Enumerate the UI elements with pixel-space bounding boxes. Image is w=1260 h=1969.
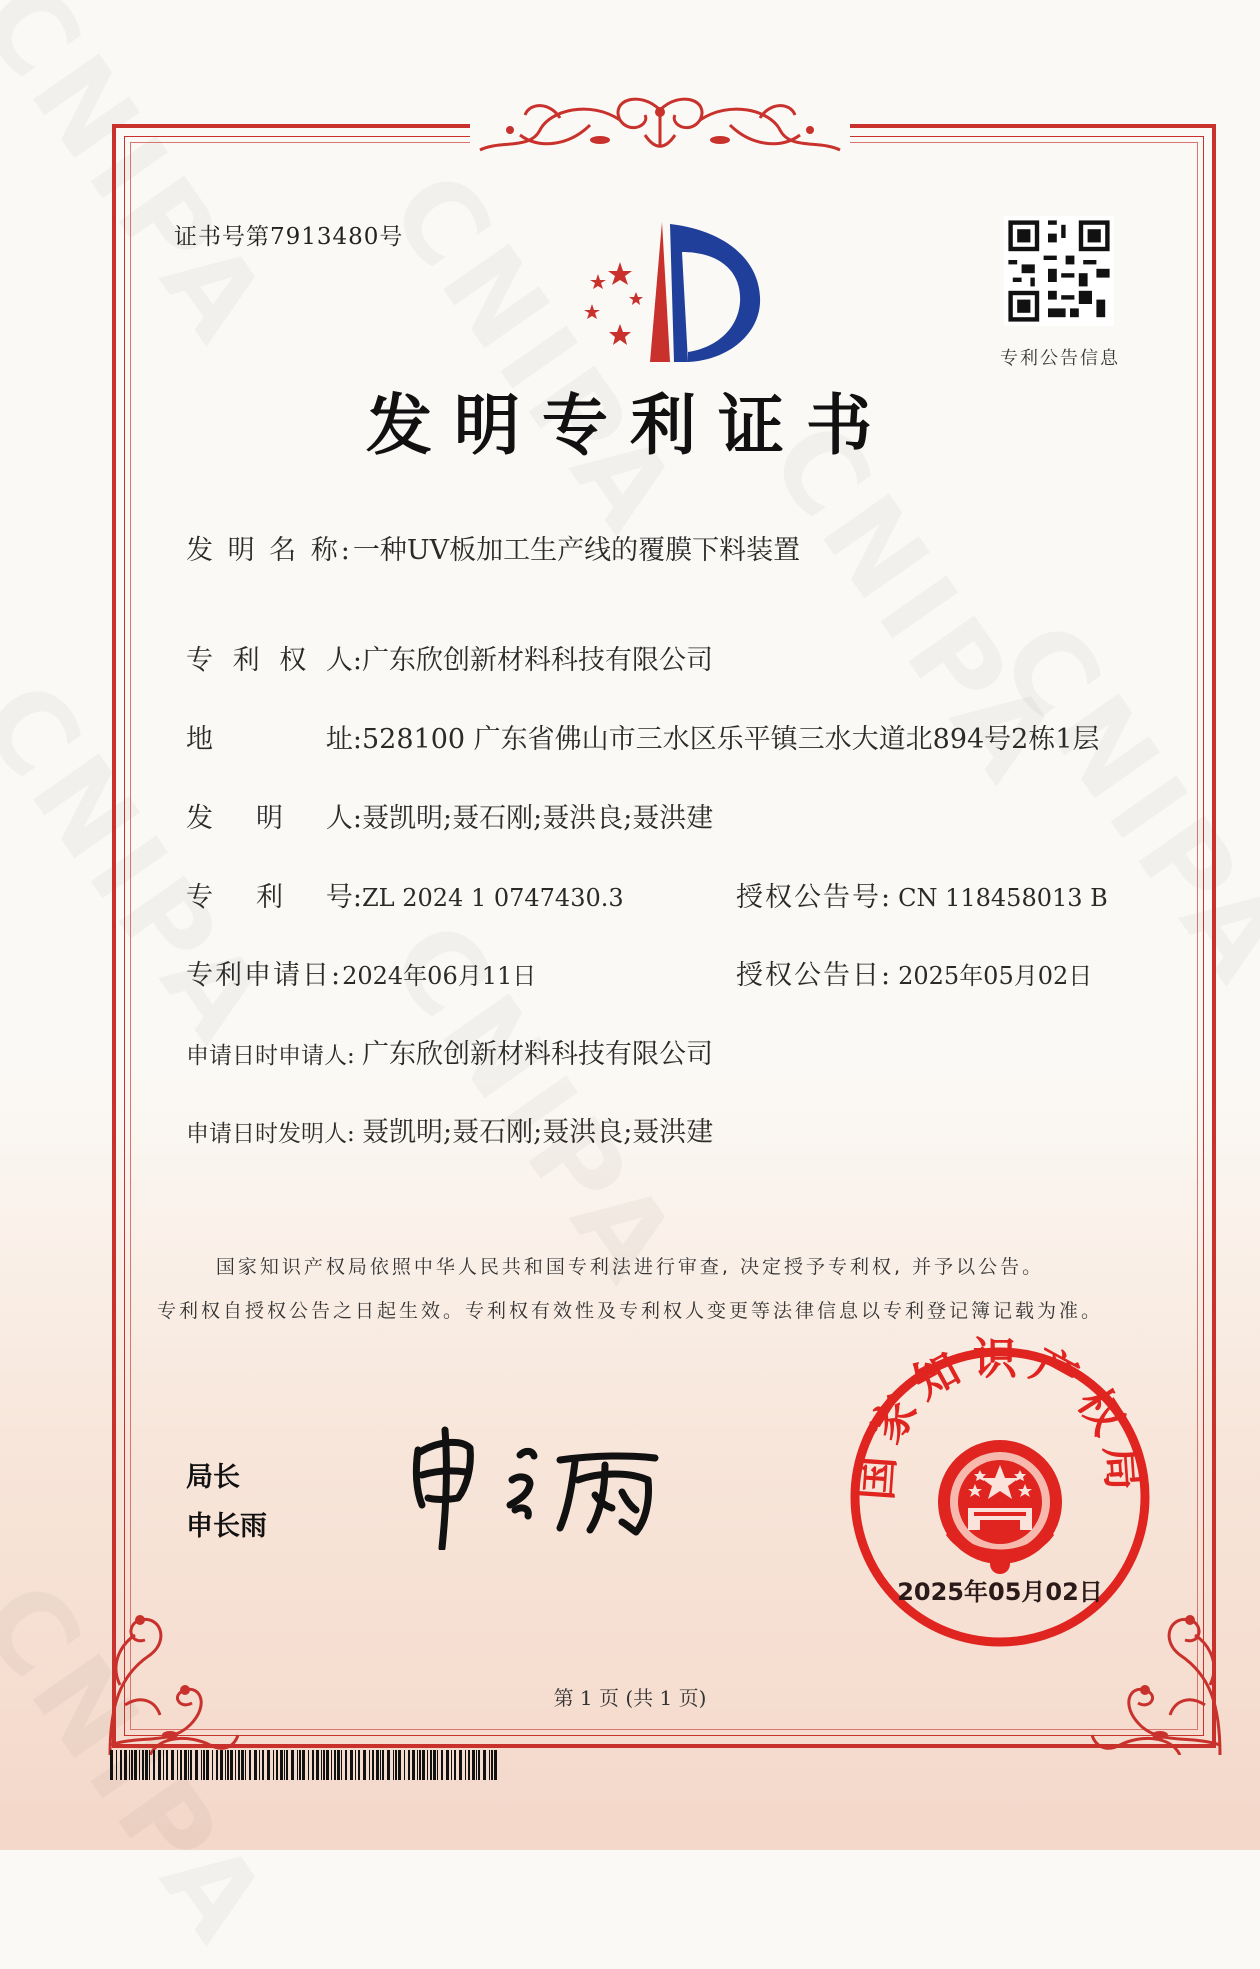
barcode-bar <box>465 1750 466 1780</box>
national-emblem <box>938 1440 1062 1574</box>
barcode-bar <box>451 1750 452 1780</box>
barcode-bar <box>153 1750 155 1780</box>
barcode-bar <box>355 1750 356 1780</box>
barcode-bar <box>393 1750 394 1780</box>
qr-code[interactable] <box>1004 216 1114 326</box>
barcode-bar <box>206 1750 209 1780</box>
barcode-bar <box>280 1750 283 1780</box>
barcode-bar <box>245 1750 246 1780</box>
barcode-bar <box>291 1750 294 1780</box>
barcode-bar <box>478 1750 480 1780</box>
barcode-bar <box>116 1750 117 1780</box>
barcode-bar <box>188 1750 189 1780</box>
invention-name-label: 发 明 名 称: <box>186 535 353 566</box>
barcode-bar <box>417 1750 418 1780</box>
barcode-bar <box>316 1750 319 1780</box>
barcode-bar <box>249 1750 251 1780</box>
certificate-title: 发明专利证书 <box>366 387 894 464</box>
barcode-bar <box>120 1750 122 1780</box>
barcode-bar <box>454 1750 456 1780</box>
cnipa-logo <box>570 212 770 372</box>
barcode-bar <box>297 1750 298 1780</box>
grant-pub-number-value: CN 118458013 B <box>898 884 1108 912</box>
barcode-bar <box>341 1750 342 1780</box>
director-name: 申长雨 <box>186 1511 267 1542</box>
barcode-bar <box>427 1750 428 1780</box>
barcode-bar <box>395 1750 397 1780</box>
barcode-bar <box>476 1750 477 1780</box>
patent-number-label: 专 利 号: <box>186 882 362 913</box>
seal-date: 2025年05月02日 <box>897 1578 1103 1606</box>
patent-number-row <box>186 875 624 914</box>
patentee-row <box>186 638 713 677</box>
barcode-bar <box>433 1750 436 1780</box>
barcode-bar <box>267 1750 270 1780</box>
barcode-bar <box>299 1750 301 1780</box>
barcode-bar <box>139 1750 140 1780</box>
barcode-bar <box>489 1750 490 1780</box>
barcode-bar <box>345 1750 347 1780</box>
barcode-bar <box>494 1750 497 1780</box>
inventors-row <box>186 796 713 835</box>
grant-pub-date-row <box>736 953 1092 992</box>
barcode-bar <box>380 1750 381 1780</box>
inventors-value: 聂凯明;聂石刚;聂洪良;聂洪建 <box>362 803 714 834</box>
grant-pub-number-label: 授权公告号: <box>736 882 893 913</box>
barcode-bar <box>190 1750 192 1780</box>
barcode-bar <box>446 1750 449 1780</box>
barcode-bar <box>376 1750 379 1780</box>
grant-pub-number-row <box>736 875 1108 914</box>
barcode-bar <box>212 1750 213 1780</box>
inventors-at-filing-row <box>186 1110 713 1149</box>
barcode-bar <box>331 1750 332 1780</box>
grant-pub-date-value: 2025年05月02日 <box>898 962 1093 990</box>
barcode-bar <box>238 1750 240 1780</box>
inventors-label: 发 明 人: <box>186 803 362 834</box>
address-label: 地 址: <box>186 724 362 755</box>
barcode-bar <box>398 1750 401 1780</box>
barcode-bar <box>422 1750 425 1780</box>
barcode-bar <box>262 1750 264 1780</box>
official-seal <box>840 1332 1160 1652</box>
applicant-at-filing-value: 广东欣创新材料科技有限公司 <box>362 1039 713 1070</box>
certificate-number: 证书号第7913480号 <box>174 224 404 250</box>
barcode-bar <box>201 1750 202 1780</box>
barcode-bar <box>227 1750 229 1780</box>
top-ornament <box>470 90 850 170</box>
barcode-bar <box>408 1750 410 1780</box>
barcode-bar <box>180 1750 182 1780</box>
barcode-bar <box>387 1750 390 1780</box>
notice-line-1: 国家知识产权局依照中华人民共和国专利法进行审查, 决定授予专利权, 并予以公告。 <box>215 1256 1045 1278</box>
director-title: 局长 <box>186 1462 240 1493</box>
barcode-bar <box>372 1750 374 1780</box>
barcode-bar <box>203 1750 205 1780</box>
patent-number-value: ZL 2024 1 0747430.3 <box>362 884 624 912</box>
barcode-bar <box>163 1750 164 1780</box>
barcode-bar <box>276 1750 278 1780</box>
barcode-bar <box>134 1750 137 1780</box>
patentee-value: 广东欣创新材料科技有限公司 <box>362 645 713 676</box>
barcode-bar <box>220 1750 223 1780</box>
barcode-bar <box>459 1750 462 1780</box>
barcode-bar <box>241 1750 244 1780</box>
barcode-bar <box>491 1750 493 1780</box>
barcode-bar <box>273 1750 274 1780</box>
address-row <box>186 717 1100 756</box>
barcode-bar <box>145 1750 148 1780</box>
barcode-bar <box>472 1750 475 1780</box>
barcode-bar <box>235 1750 236 1780</box>
barcode-bar <box>216 1750 218 1780</box>
barcode-bar <box>129 1750 130 1780</box>
barcode-bar <box>171 1750 174 1780</box>
applicant-at-filing-row <box>186 1032 713 1071</box>
barcode-bar <box>350 1750 353 1780</box>
patentee-label: 专 利 权 人: <box>186 645 362 676</box>
seal-text: 国家知识产权局 <box>850 1333 1150 1502</box>
barcode-bar <box>142 1750 144 1780</box>
address-value: 528100 广东省佛山市三水区乐平镇三水大道北894号2栋1层 <box>362 724 1100 755</box>
application-date-value: 2024年06月11日 <box>342 962 537 990</box>
barcode-bar <box>254 1750 257 1780</box>
barcode-bar <box>158 1750 161 1780</box>
invention-name-value: 一种UV板加工生产线的覆膜下料装置 <box>352 535 801 566</box>
director-signature <box>400 1410 700 1550</box>
barcode-bar <box>382 1750 384 1780</box>
invention-name-row <box>186 528 800 567</box>
barcode-bar <box>441 1750 443 1780</box>
barcode-bar <box>312 1750 314 1780</box>
barcode-bar <box>259 1750 260 1780</box>
notice-line-2: 专利权自授权公告之日起生效。专利权有效性及专利权人变更等法律信息以专利登记簿记载为准。 <box>156 1300 1103 1322</box>
barcode-bar <box>430 1750 432 1780</box>
barcode-bar <box>124 1750 127 1780</box>
barcode-bar <box>437 1750 438 1780</box>
barcode-bar <box>483 1750 486 1780</box>
barcode-bar <box>321 1750 322 1780</box>
barcode <box>110 1750 500 1780</box>
barcode-bar <box>358 1750 360 1780</box>
inventors-at-filing-label: 申请日时发明人: <box>186 1121 355 1147</box>
barcode-bar <box>184 1750 187 1780</box>
barcode-bar <box>177 1750 178 1780</box>
barcode-bar <box>284 1750 285 1780</box>
application-date-row <box>186 953 536 992</box>
barcode-bar <box>369 1750 370 1780</box>
barcode-bar <box>334 1750 336 1780</box>
application-date-label: 专利申请日: <box>186 960 343 991</box>
inventors-at-filing-value: 聂凯明;聂石刚;聂洪良;聂洪建 <box>362 1117 714 1148</box>
barcode-bar <box>323 1750 325 1780</box>
page-number: 第 1 页 (共 1 页) <box>553 1686 707 1710</box>
barcode-bar <box>468 1750 470 1780</box>
barcode-bar <box>166 1750 168 1780</box>
barcode-bar <box>363 1750 366 1780</box>
barcode-bar <box>286 1750 288 1780</box>
barcode-bar <box>110 1750 113 1780</box>
barcode-bar <box>308 1750 309 1780</box>
qr-block <box>990 216 1130 370</box>
barcode-bar <box>326 1750 329 1780</box>
barcode-bar <box>302 1750 305 1780</box>
grant-pub-date-label: 授权公告日: <box>736 960 893 991</box>
barcode-bar <box>404 1750 405 1780</box>
barcode-bar <box>337 1750 340 1780</box>
barcode-bar <box>412 1750 415 1780</box>
barcode-bar <box>149 1750 150 1780</box>
barcode-bar <box>131 1750 133 1780</box>
applicant-at-filing-label: 申请日时申请人: <box>186 1043 355 1069</box>
barcode-bar <box>225 1750 226 1780</box>
barcode-bar <box>195 1750 198 1780</box>
barcode-bar <box>419 1750 421 1780</box>
qr-caption: 专利公告信息 <box>1000 348 1120 369</box>
barcode-bar <box>230 1750 233 1780</box>
corner-ornament-left <box>100 1585 240 1755</box>
